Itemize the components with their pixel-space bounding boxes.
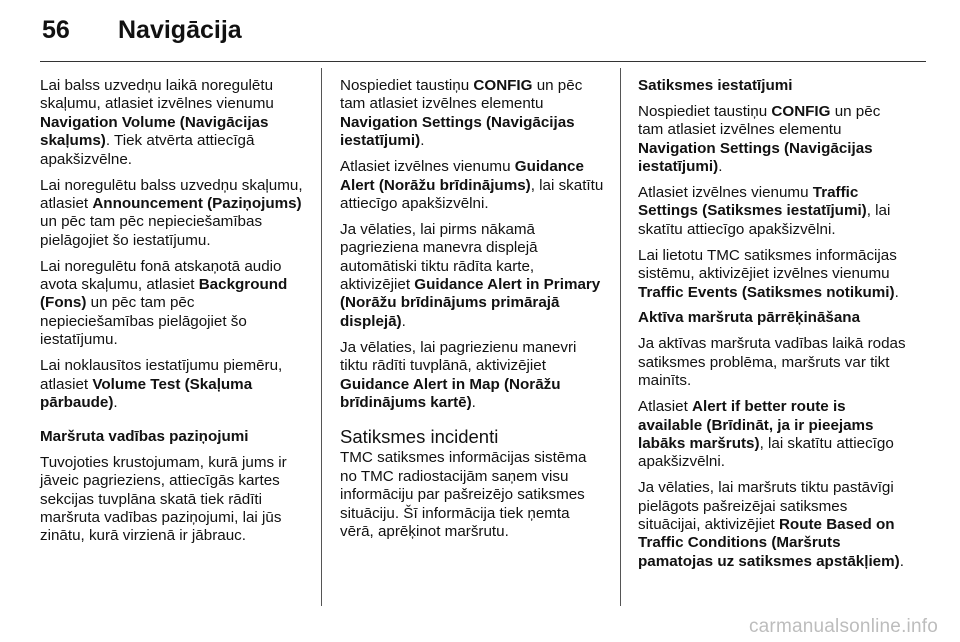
paragraph: TMC satiksmes informācijas sistēma no TMC radiostacijām saņem visu informāciju par pašreizējo satiksmes situāciju. Šī informācija tiek ņemta vērā, aprēķinot maršrutu. xyxy=(340,449,587,541)
subheading: Aktīva maršruta pārrēķināšana xyxy=(638,309,861,327)
column-1 xyxy=(40,77,308,553)
paragraph: Ja aktīvas maršruta vadības laikā rodas satiksmes problēma, maršruts var tikt mainīts. xyxy=(638,335,906,390)
subheading: Maršruta vadības paziņojumi xyxy=(40,427,249,445)
section-title: Satiksmes incidenti xyxy=(340,426,499,448)
paragraph: Lai noregulētu fonā atskaņotā audio avota skaļumu, atlasiet Background (Fons) un pēc tam pēc nepieciešamības pielāgojiet šo iestatījumu. xyxy=(40,257,288,349)
paragraph: Ja vēlaties, lai pagriezienu manevri tiktu rādīti tuvplānā, aktivizējiet Guidance Alert in Map (Norāžu brīdinājums kartē). xyxy=(340,338,577,411)
menu-item-name: Traffic Events (Satiksmes notikumi) xyxy=(638,283,895,301)
paragraph: Atlasiet Alert if better route is available (Brīdināt, ja ir pieejams labāks maršruts), lai skatītu attiecīgo apakšizvēlni. xyxy=(638,398,894,471)
menu-item-name: Route Based on Traffic Conditions (Maršruts pamatojas uz satiksmes apstākļiem) xyxy=(638,516,900,570)
column-2 xyxy=(340,77,606,549)
column-divider xyxy=(620,68,621,606)
paragraph: Atlasiet izvēlnes vienumu Traffic Settings (Satiksmes iestatījumi), lai skatītu attiecīgo apakšizvēlni. xyxy=(638,184,891,238)
menu-item-name: Navigation Settings (Navigācijas iestatījumi) xyxy=(340,113,575,150)
page-title: Navigācija xyxy=(118,16,242,44)
menu-item-name: Announcement (Paziņojums) xyxy=(92,194,302,212)
paragraph: Ja vēlaties, lai pirms nākamā pagrieziena manevra displejā automātiski tiktu rādīta karte, aktivizējiet Guidance Alert in Primary (Norāžu brīdinājums primārajā displejā). xyxy=(340,220,601,330)
page-header xyxy=(42,16,242,52)
paragraph: Lai lietotu TMC satiksmes informācijas sistēmu, aktivizējiet izvēlnes vienumu Traffic Events (Satiksmes notikumi). xyxy=(638,246,899,301)
menu-item-name: Volume Test (Skaļuma pārbaude) xyxy=(40,375,253,411)
button-name: CONFIG xyxy=(473,77,533,94)
paragraph: Nospiediet taustiņu CONFIG un pēc tam atlasiet izvēlnes elementu Navigation Settings (Navigācijas iestatījumi). xyxy=(340,77,583,150)
paragraph: Lai noklausītos iestatījumu piemēru, atlasiet Volume Test (Skaļuma pārbaude). xyxy=(40,357,283,411)
paragraph: Atlasiet izvēlnes vienumu Guidance Alert (Norāžu brīdinājums), lai skatītu attiecīgo apakšizvēlni. xyxy=(340,158,604,212)
menu-item-name: Navigation Settings (Navigācijas iestatījumi) xyxy=(638,139,873,176)
subheading: Satiksmes iestatījumi xyxy=(638,77,793,94)
page-number: 56 xyxy=(42,16,70,44)
paragraph: Nospiediet taustiņu CONFIG un pēc tam atlasiet izvēlnes elementu Navigation Settings (Navigācijas iestatījumi). xyxy=(638,102,881,176)
paragraph: Lai balss uzvedņu laikā noregulētu skaļumu, atlasiet izvēlnes vienumu Navigation Volume (Navigācijas skaļums). Tiek atvērta attiecīgā apakšizvēlne. xyxy=(40,77,274,168)
paragraph: Ja vēlaties, lai maršruts tiktu pastāvīgi pielāgots pašreizējai satiksmes situācijai, aktivizējiet Route Based on Traffic Conditions (Maršruts pamatojas uz satiksmes apstākļiem). xyxy=(638,479,904,570)
menu-item-name: Guidance Alert in Primary (Norāžu brīdinājums primārajā displejā) xyxy=(340,276,601,330)
column-3 xyxy=(638,77,906,579)
column-divider xyxy=(321,68,322,606)
menu-item-name: Background (Fons) xyxy=(40,276,288,312)
menu-item-name: Alert if better route is available (Brīdināt, ja ir pieejams labāks maršruts) xyxy=(638,398,874,452)
spacer xyxy=(40,420,308,428)
menu-item-name: Traffic Settings (Satiksmes iestatījumi) xyxy=(638,184,867,220)
paragraph: Tuvojoties krustojumam, kurā jums ir jāveic pagrieziens, attiecīgās kartes sekcijas tuvplāna skatā tiek rādīti maršruta vadības paziņojumi, lai jūs zinātu, kurā virzienā ir jābrauc. xyxy=(40,453,287,545)
menu-item-name: Navigation Volume (Navigācijas skaļums) xyxy=(40,113,269,150)
watermark: carmanualsonline.info xyxy=(748,616,938,637)
menu-item-name: Guidance Alert in Map (Norāžu brīdinājums kartē) xyxy=(340,375,561,411)
menu-item-name: Guidance Alert (Norāžu brīdinājums) xyxy=(340,158,584,194)
button-name: CONFIG xyxy=(771,102,831,120)
header-rule xyxy=(40,61,926,62)
paragraph: Lai noregulētu balss uzvedņu skaļumu, atlasiet Announcement (Paziņojums) un pēc tam pēc nepieciešamības pielāgojiet šo iestatījumu. xyxy=(40,176,303,249)
